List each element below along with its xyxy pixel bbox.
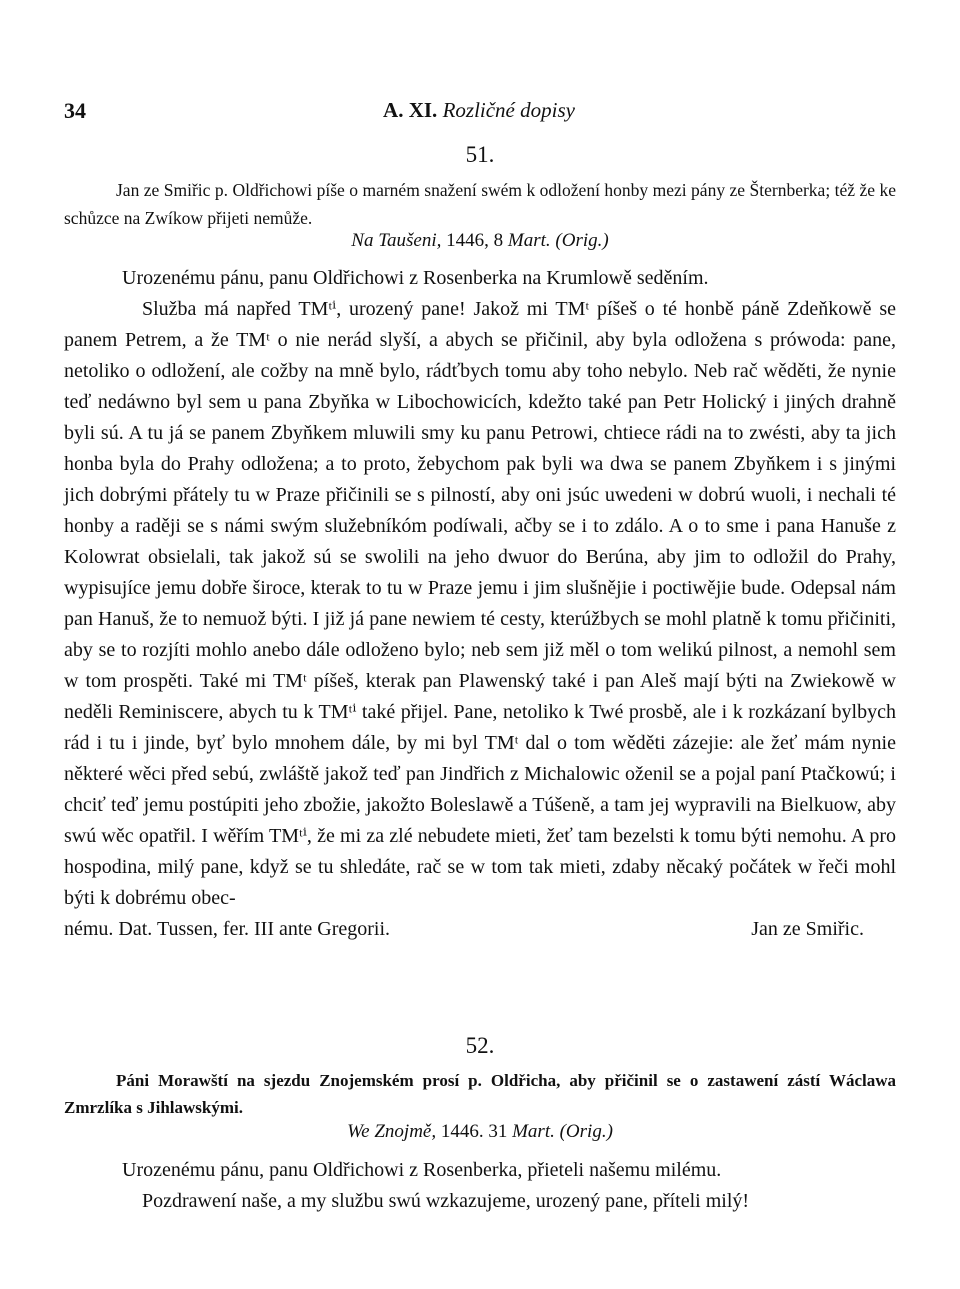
section-title: Rozličné dopisy — [442, 98, 575, 122]
running-title — [64, 98, 894, 123]
dateline-52 — [0, 1121, 960, 1143]
letter-summary-51 — [64, 176, 896, 232]
date-month: Mart. — [507, 230, 551, 251]
letter-text: Pozdrawení naše, a my službu swú wzkazujeme, urozený pane, příteli milý! — [142, 1190, 750, 1212]
dateline-51 — [0, 230, 960, 252]
letter-address: Urozenému pánu, panu Oldřichowi z Rosenberka na Krumlowě seděním. — [122, 267, 709, 289]
page-header — [64, 98, 894, 128]
summary-text: Páni Morawští na sjezdu Znojemském prosí p. Oldřicha, aby přičinil se o zastawení zástí Wáclawa Zmrzlíka s Jihlawskými. — [64, 1071, 896, 1117]
letter-closing — [64, 914, 896, 945]
summary-text: Jan ze Smiřic p. Oldřichowi píše o marném snažení swém k odložení honby mezi pány ze Šternberka; též že ke schůzce na Zwíkow přijeti nemůže. — [64, 180, 896, 228]
closing-text: nému. Dat. Tussen, fer. III ante Gregorii. — [64, 918, 391, 940]
date-year: 1446, 8 — [446, 230, 504, 251]
page-number: 34 — [64, 98, 86, 123]
section-label: A. XI. — [383, 98, 438, 122]
letter-text: Služba má napřed TMᵗⁱ, urozený pane! Jakož mi TMᵗ píšeš o té honbě páně Zdeňkowě se panem Petrem, a že TMᵗ o nie nerád slyší, a abych se přičinil, aby byla odložena s prówoda: pane, netoliko o odložení, ale cožby na mně bylo, rádťbych tomu aby toho nebylo. Neb rač wěděti, že nynie teď nedáwno byl sem u pana Zbyňka w Libochowicích, kdežto také pan Petr Holický i jiných drahně byli sú. A tu já se panem Zbyňkem mluwili smy ku panu Petrowi, chtiece rádi na to zwésti, aby ta jich honba byla do Prahy odložena; a to proto, žebychom pak byli wa dwa se panem Zbyňkem i s jinými jich dobrými přátely tu w Praze přičinili se s pilností, aby oni jsúc uwedeni w dobrú wuoli, i nechali té honby a raději se s námi swým služebníkóm podíwali, ačby se i to zdálo. A o to sme i pana Hanuše z Kolowrat obsielali, tak jakož sú se swolili na jeho dwuor do Berúna, aby jim to odložil do Prahy, wypisujíce jemu dobře široce, kterak to tu w Praze jemu i jim slušnějie i poctiwějie bude. Odepsal nám pan Hanuš, že to nemuož býti. I již já pane newiem té cesty, kterúžbych se mohl platně k tomu přičiniti, aby se to rozjíti mohlo anebo dále odloženo bylo; neb sem již měl o tom welikú pilnost, a nemohl sem w tom prospěti. Také mi TMᵗ píšeš, kterak pan Plawenský také i pan Aleš mají býti na Zwiekowě w neděli Reminiscere, abych tu k TMᵗⁱ také přijel. Pane, netoliko k Twé prosbě, ale i k rozkázaní bylbych rád i tu i jinde, byť bylo mnohem dále, by mi byl TMᵗ dal o tom wěděti zázejie: ale žeť mám nynie některé wěci před sebú, zwláště jakož teď pan Jindřich z Michalowic oženil se a pojal paní Ptačkowú; i chciť teď jemu postúpiti jeho zbožie, jakožto Boleslawě a Túšeně, a tam jej wypravili na Bielkuow, aby swú wěc opatřil. I wěřím TMᵗⁱ, že mi za zlé nebudete mieti, žeť tam bezelsti k tomu býti nemohu. A pro hospodina, milý pane, když se tu shledáte, rač se w tom tak mieti, zdaby něcaký počátek w řeči mohl býti k dobrému obec- — [64, 298, 896, 909]
date-place: We Znojmě, — [347, 1121, 437, 1142]
signature: Jan ze Smiřic. — [751, 918, 864, 940]
date-month: Mart. — [512, 1121, 555, 1142]
letter-number-51: 51. — [465, 142, 495, 167]
letter-summary-52 — [64, 1067, 896, 1121]
date-year: 1446. 31 — [440, 1121, 508, 1142]
letter-body-51 — [64, 263, 896, 945]
letter-body-52 — [64, 1155, 896, 1217]
letter-number-52: 52. — [465, 1033, 495, 1058]
date-orig: (Orig.) — [555, 230, 609, 251]
date-orig: (Orig.) — [559, 1121, 613, 1142]
letter-address: Urozenému pánu, panu Oldřichowi z Rosenberka, přieteli našemu milému. — [122, 1159, 722, 1181]
date-place: Na Taušeni, — [351, 230, 442, 251]
